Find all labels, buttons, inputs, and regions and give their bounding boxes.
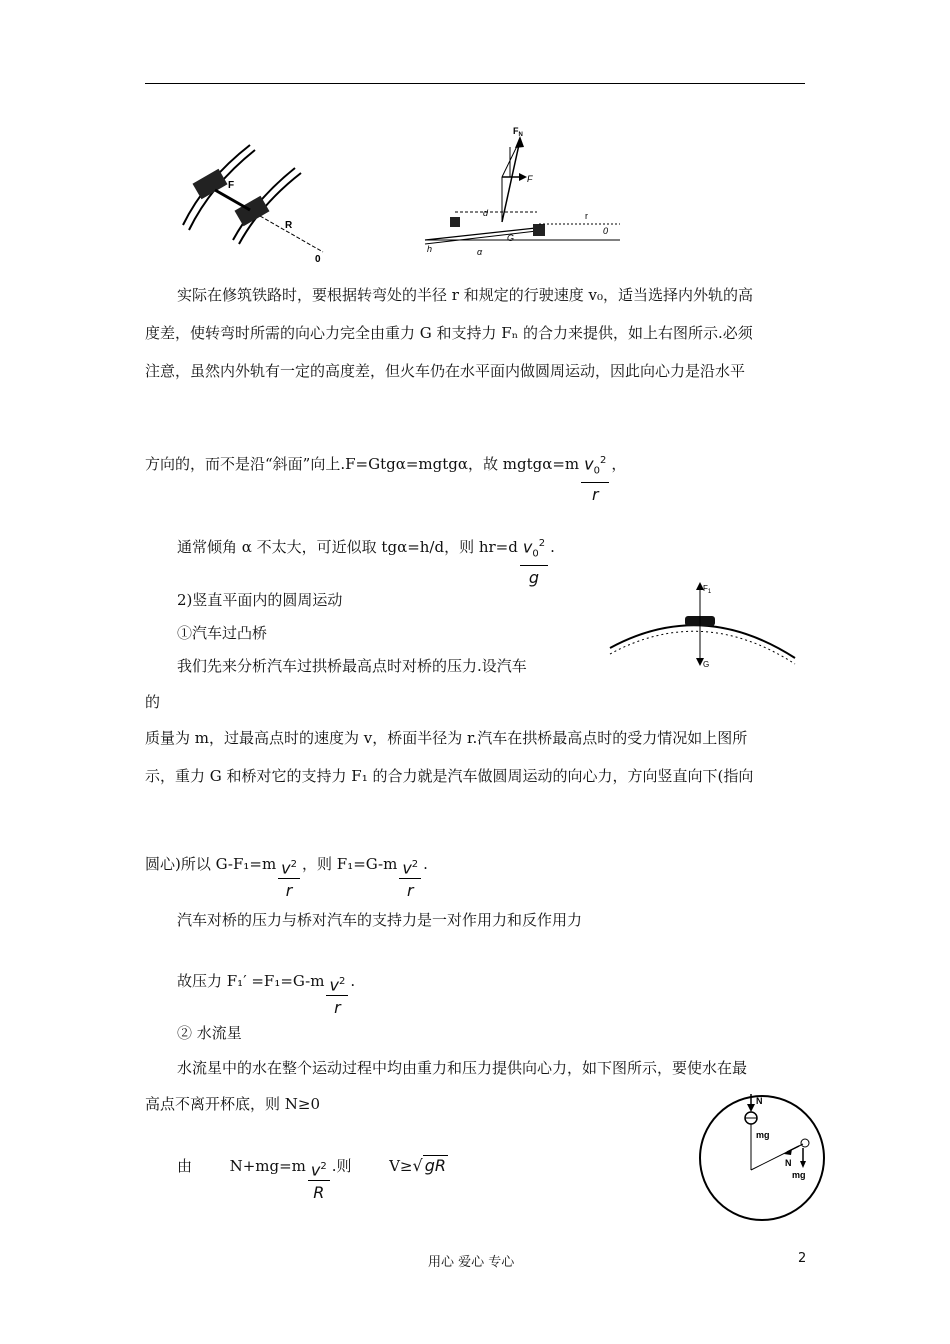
sqrt-gR: √ gR <box>412 1156 446 1176</box>
o-label: 0 <box>603 226 609 236</box>
n-side-label: N <box>785 1158 792 1168</box>
mg-side-label: mg <box>792 1170 806 1180</box>
force-f-label: F <box>228 180 235 191</box>
paragraph: 注意，虽然内外轨有一定的高度差，但火车仍在水平面内做圆周运动，因此向心力是沿水平 <box>145 362 746 380</box>
paragraph: 高点不离开杯底，则 N≥0 <box>145 1095 321 1113</box>
curve-track-figure <box>175 140 335 265</box>
paragraph: 实际在修筑铁路时，要根据转弯处的半径 r 和规定的行驶速度 v₀，适当选择内外轨的高 <box>177 286 753 304</box>
formula-line-5: 由 N+mg=m $\frac{v^2}{R}$ .则 V≥√ gR <box>177 1143 448 1191</box>
water-circle-figure <box>695 1088 830 1223</box>
header-rule <box>145 83 805 84</box>
f1-label: $F_1$ <box>703 584 712 595</box>
g-label: G <box>507 233 515 243</box>
f-net-label: F <box>527 174 533 184</box>
subsection-heading: ② 水流星 <box>177 1024 242 1042</box>
fn-label: $F_N$ <box>513 126 523 138</box>
center-label: 0 <box>315 254 321 265</box>
paragraph: 我们先来分析汽车过拱桥最高点时对桥的压力.设汽车 <box>177 657 527 675</box>
formula-line-1: 方向的，而不是沿“斜面”向上.F=Gtgα=mgtgα，故 mgtgα=m $\frac{v_0^2}{r}$ ， <box>145 437 626 493</box>
formula-line-4: 故压力 F₁′ =F₁=G-m $\frac{v^2}{r}$ . <box>177 958 355 1006</box>
paragraph: 水流星中的水在整个运动过程中均由重力和压力提供向心力，如下图所示，要使水在最 <box>177 1059 748 1077</box>
bridge-figure <box>605 578 800 670</box>
subsection-heading: ①汽车过凸桥 <box>177 624 268 642</box>
n-top-label: N <box>756 1096 763 1106</box>
paragraph: 汽车对桥的压力与桥对汽车的支持力是一对作用力和反作用力 <box>177 911 583 929</box>
section-heading: 2)竖直平面内的圆周运动 <box>177 591 343 609</box>
r-label: r <box>585 211 588 221</box>
fraction-v-over-r: $\frac{v^2}{r}$ <box>278 855 300 903</box>
incline-forces-figure <box>415 122 630 262</box>
paragraph: 的 <box>145 693 161 711</box>
mg-top-label: mg <box>756 1130 770 1140</box>
fraction-v-over-r: $\frac{v^2}{r}$ <box>399 855 421 903</box>
radius-label: R <box>285 220 293 231</box>
fraction-v0-over-r: $\frac{v_0^2}{r}$ <box>581 451 609 507</box>
h-label: h <box>427 244 433 254</box>
paragraph: 度差，使转弯时所需的向心力完全由重力 G 和支持力 Fₙ 的合力来提供，如上右图所示.必须 <box>145 324 753 342</box>
fraction-v-over-R: $\frac{v^2}{R}$ <box>308 1157 330 1205</box>
paragraph: 示，重力 G 和桥对它的支持力 F₁ 的合力就是汽车做圆周运动的向心力，方向竖直向下(指向 <box>145 767 754 785</box>
g-bridge-label: G <box>703 660 710 669</box>
fraction-v0-over-g: $\frac{v_0^2}{g}$ <box>520 534 548 590</box>
footer-slogan: 用心 爱心 专心 <box>428 1255 515 1270</box>
page-number: 2 <box>798 1251 807 1266</box>
formula-line-2: 通常倾角 α 不太大，可近似取 tgα=h/d，则 hr=d $\frac{v_0^2}{g}$ . <box>177 520 555 576</box>
d-label: d <box>483 208 489 218</box>
alpha-label: α <box>477 247 483 257</box>
paragraph: 质量为 m，过最高点时的速度为 v，桥面半径为 r.汽车在拱桥最高点时的受力情况如上图所 <box>145 729 748 747</box>
formula-line-3: 圆心)所以 G-F₁=m $\frac{v^2}{r}$ ，则 F₁=G-m $\frac{v^2}{r}$ . <box>145 841 428 889</box>
fraction-v-over-r: $\frac{v^2}{r}$ <box>326 972 348 1020</box>
